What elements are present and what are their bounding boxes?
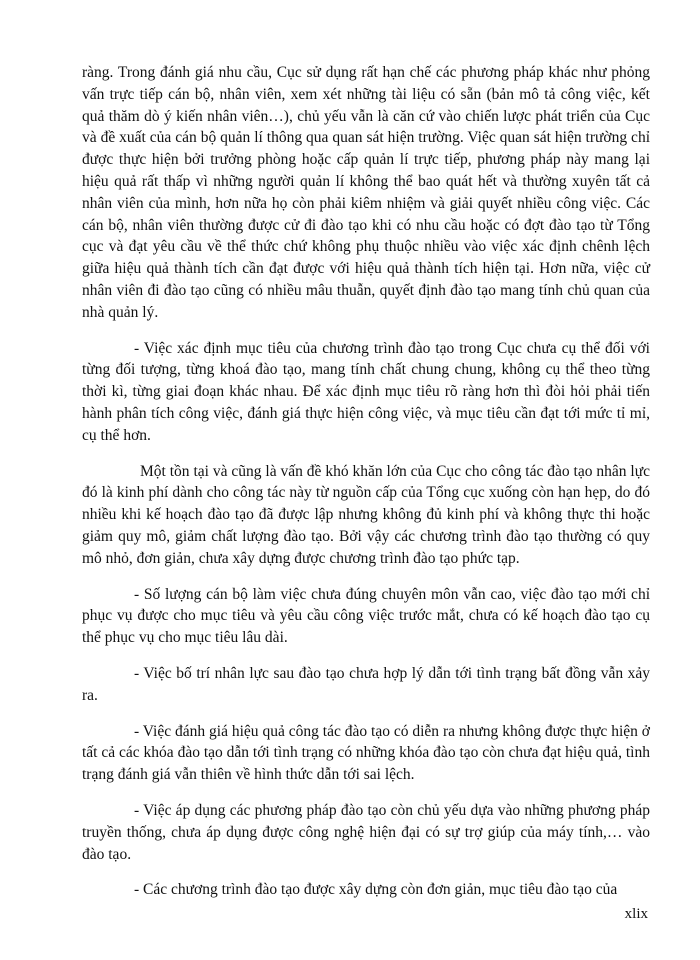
paragraph-training-budget: Một tồn tại và cũng là vấn đề khó khăn lớn của Cục cho công tác đào tạo nhân lực đó là kinh phí dành cho công tác này từ nguồn cấp của Tổng cục xuống còn hạn hẹp, do đó nhiều khi kế hoạch đào tạo đã được lập nhưng không đủ kinh phí và không thực thi hoặc giảm quy mô, giảm chất lượng đào tạo. Bởi vậy các chương trình đào tạo thường có quy mô nhỏ, đơn giản, chưa xây dựng được chương trình đào tạo phức tạp.	[82, 462, 650, 567]
paragraph-training-objectives: - Việc xác định mục tiêu của chương trình đào tạo trong Cục chưa cụ thể đối với từng đối tượng, từng khoá đào tạo, mang tính chất chung chung, không cụ thể theo từng thời kì, từng giai đoạn khác nhau. Để xác định mục tiêu rõ ràng hơn thì đòi hỏi phải tiến hành phân tích công việc, đánh giá thực hiện công việc, và mục tiêu cần đạt tới mức tỉ mỉ, cụ thể hơn.	[82, 339, 650, 444]
paragraph-training-evaluation: - Việc đánh giá hiệu quả công tác đào tạo có diễn ra nhưng không được thực hiện ở tất cả các khóa đào tạo dẫn tới tình trạng có những khóa đào tạo còn chưa đạt hiệu quả, tình trạng đánh giá vẫn thiên về hình thức dẫn tới sai lệch.	[82, 722, 650, 784]
paragraph-post-training-assignment: - Việc bố trí nhân lực sau đào tạo chưa hợp lý dẫn tới tình trạng bất đồng vẫn xảy ra.	[82, 664, 650, 704]
paragraph-training-methods: - Việc áp dụng các phương pháp đào tạo còn chủ yếu dựa vào những phương pháp truyền thống, chưa áp dụng được công nghệ hiện đại có sự trợ giúp của máy tính,… vào đào tạo.	[82, 801, 650, 863]
paragraph-training-programs: - Các chương trình đào tạo được xây dựng còn đơn giản, mục tiêu đào tạo của	[134, 881, 618, 899]
page-body	[82, 62, 650, 915]
paragraph-training-needs-assessment: ràng. Trong đánh giá nhu cầu, Cục sử dụng rất hạn chế các phương pháp khác như phỏng vấn trực tiếp cán bộ, nhân viên, xem xét những tài liệu có sẵn (bản mô tả công việc, kết quả thăm dò ý kiến nhân viên…), chủ yếu vẫn là căn cứ vào chiến lược phát triển của Cục và đề xuất của cán bộ quản lí thông qua quan sát hiện trường. Việc quan sát hiện trường chỉ được thực hiện bởi trưởng phòng hoặc cấp quản lí trực tiếp, phương pháp này mang lại hiệu quả rất thấp vì những người quản lí không thể bao quát hết và thường xuyên tất cả nhân viên của mình, hơn nữa họ còn phải kiêm nhiệm và giải quyết nhiều công việc. Các cán bộ, nhân viên thường được cử đi đào tạo khi có nhu cầu hoặc có đợt đào tạo từ Tổng cục và đạt yêu cầu về thể thức chứ không phụ thuộc nhiều vào việc xác định chênh lệch giữa hiệu quả thành tích cần đạt được với hiệu quả thành tích hiện tại. Hơn nữa, việc cử nhân viên đi đào tạo cũng có nhiều mâu thuẫn, quyết định đào tạo mang tính chủ quan của nhà quản lý.	[82, 64, 650, 321]
paragraph-staff-expertise: - Số lượng cán bộ làm việc chưa đúng chuyên môn vẫn cao, việc đào tạo mới chỉ phục vụ được cho mục tiêu và yêu cầu công việc trước mắt, chưa có kế hoạch đào tạo cụ thể phục vụ cho mục tiêu lâu dài.	[82, 585, 650, 647]
page-number: xlix	[624, 906, 648, 922]
